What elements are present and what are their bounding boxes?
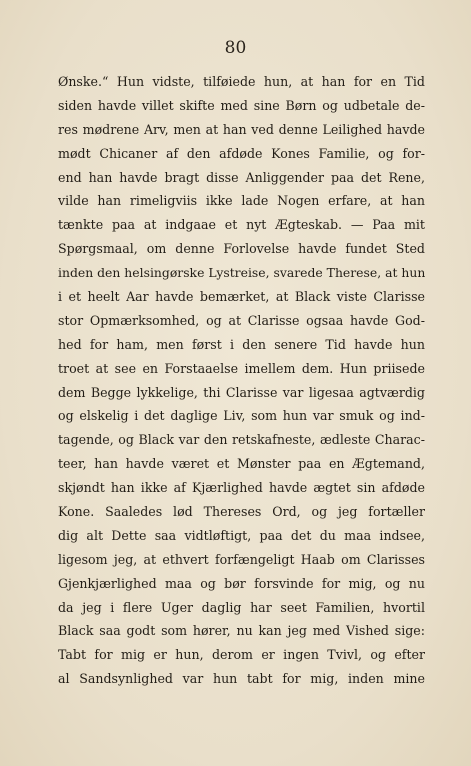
- text-line: i et heelt Aar havde bemærket, at Black viste Clarisse: [58, 289, 425, 305]
- text-line: Spørgsmaal, om denne Forlovelse havde fundet Sted: [58, 241, 425, 257]
- text-line: al Sandsynlighed var hun tabt for mig, inden mine: [58, 671, 425, 687]
- text-line: tagende, og Black var den retskafneste, ædleste Charac-: [58, 432, 425, 448]
- text-line: stor Opmærksomhed, og at Clarisse ogsaa havde God-: [58, 312, 425, 328]
- text-line: Ønske.“ Hun vidste, tilføiede hun, at han for en Tid: [58, 74, 425, 89]
- body-text: [58, 70, 425, 691]
- text-line: dig alt Dette saa vidtløftigt, paa det du maa indsee,: [58, 527, 425, 543]
- text-line: vilde han rimeligviis ikke lade Nogen erfare, at han: [58, 193, 425, 209]
- text-line: skjøndt han ikke af Kjærlighed havde ægtet sin afdøde: [58, 480, 425, 496]
- text-line: siden havde villet skifte med sine Børn og udbetale de-: [58, 97, 425, 113]
- text-line: tænkte paa at indgaae et nyt Ægteskab. — Paa mit: [58, 217, 425, 233]
- text-line: ligesom jeg, at ethvert forfængeligt Haab om Clarisses: [58, 551, 425, 567]
- text-line: dem Begge lykkelige, thi Clarisse var ligesaa agtværdig: [58, 384, 425, 400]
- text-line: end han havde bragt disse Anliggender paa det Rene,: [58, 169, 425, 185]
- text-line: Black saa godt som hører, nu kan jeg med Vished sige:: [58, 623, 425, 639]
- text-line: troet at see en Forstaaelse imellem dem. Hun priisede: [58, 360, 425, 376]
- text-line: da jeg i flere Uger daglig har seet Familien, hvortil: [58, 599, 425, 615]
- text-line: mødt Chicaner af den afdøde Kones Familie, og for-: [58, 145, 425, 161]
- text-line: res mødrene Arv, men at han ved denne Leilighed havde: [58, 121, 425, 137]
- text-line: inden den helsingørske Lystreise, svarede Therese, at hun: [58, 265, 425, 281]
- text-line: og elskelig i det daglige Liv, som hun var smuk og ind-: [58, 408, 425, 424]
- text-line: hed for ham, men først i den senere Tid havde hun: [58, 336, 425, 352]
- text-line: Tabt for mig er hun, derom er ingen Tvivl, og efter: [58, 647, 425, 663]
- text-line: teer, han havde været et Mønster paa en Ægtemand,: [58, 456, 425, 472]
- page-number: 80: [224, 38, 247, 58]
- text-line: Kone. Saaledes lød Thereses Ord, og jeg fortæller: [58, 504, 425, 520]
- text-line: Gjenkjærlighed maa og bør forsvinde for mig, og nu: [58, 575, 425, 591]
